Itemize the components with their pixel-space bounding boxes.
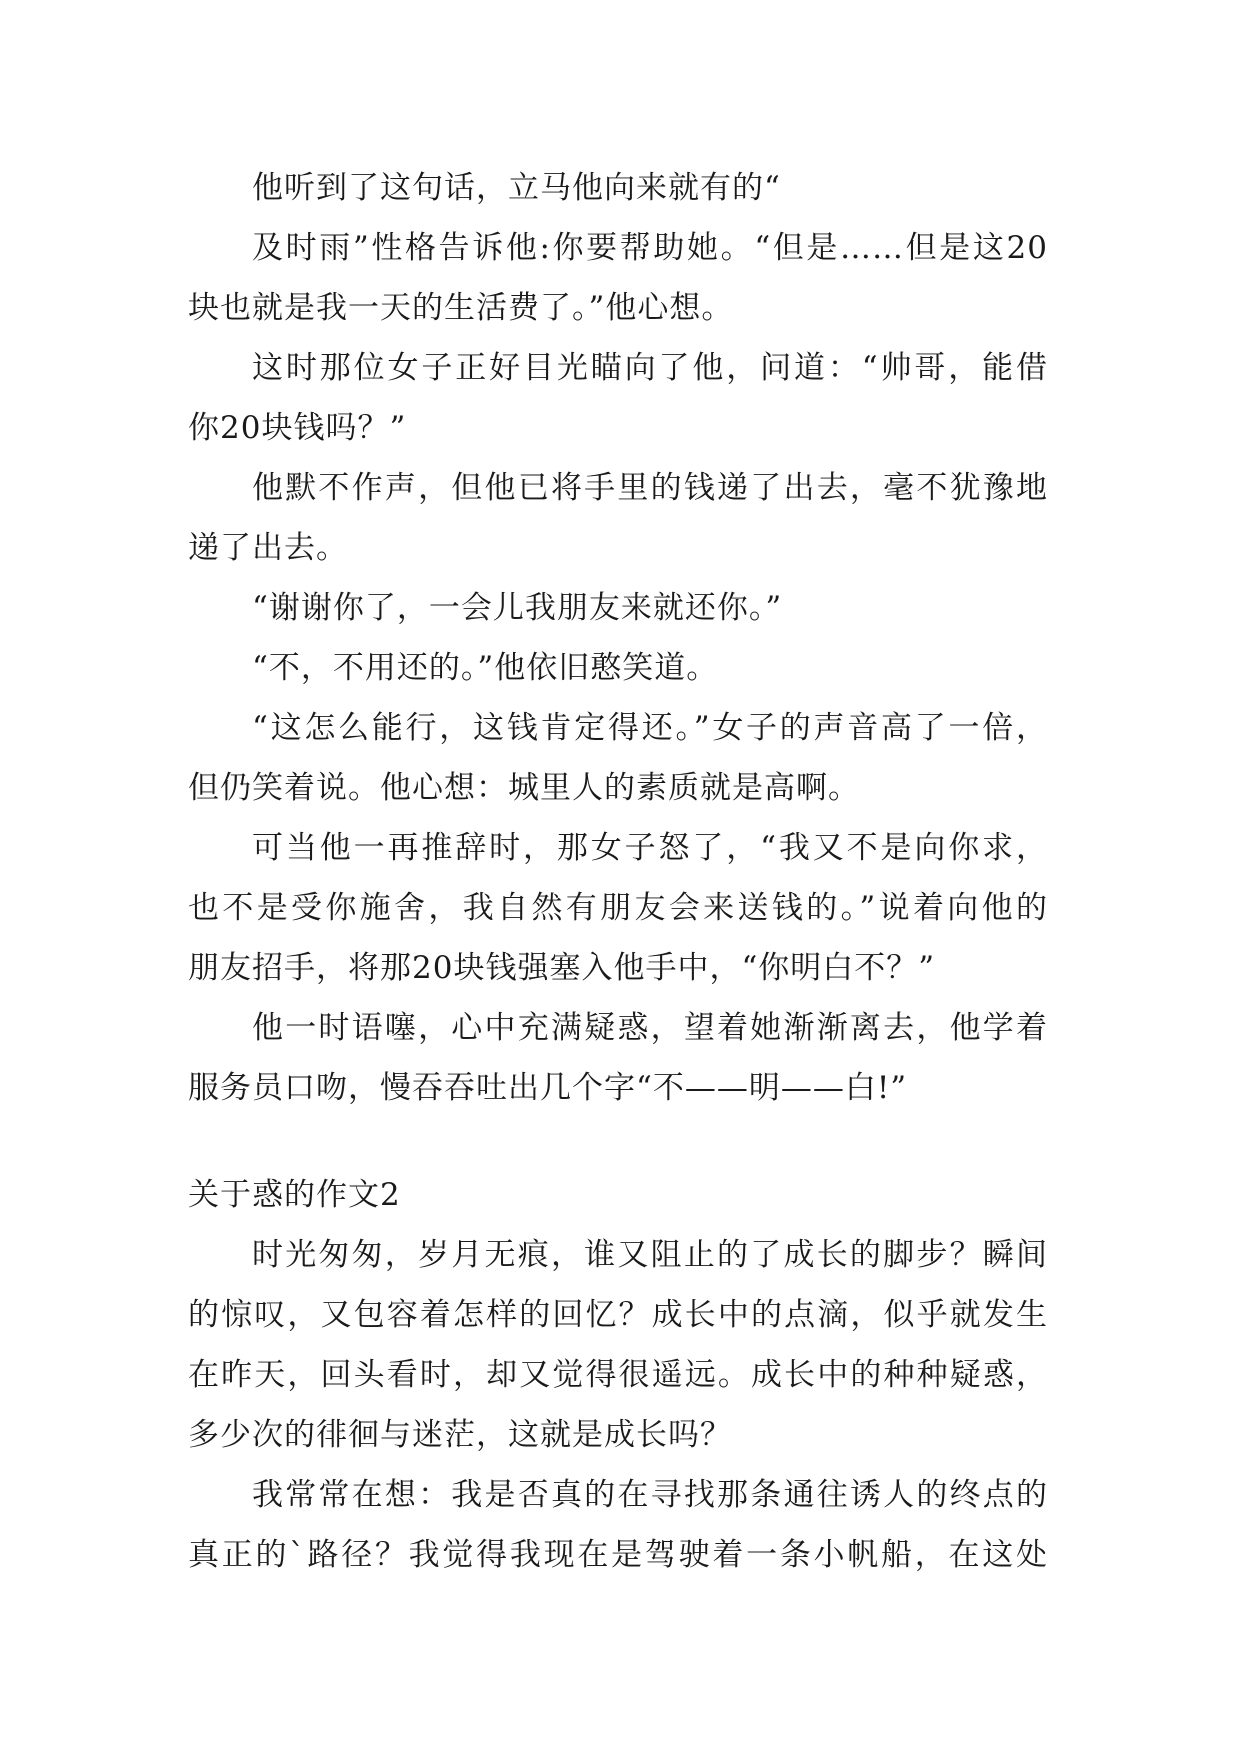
paragraph-line: “不，不用还的。”他依旧憨笑道。	[252, 650, 719, 686]
paragraph-line: 也不是受你施舍，我自然有朋友会来送钱的。”说着向他的	[188, 890, 1048, 926]
paragraph-line: 他一时语噻，心中充满疑惑，望着她渐渐离去，他学着	[252, 1010, 1048, 1046]
paragraph-line: 块也就是我一天的生活费了。”他心想。	[188, 290, 734, 326]
paragraph-line: 在昨天，回头看时，却又觉得很遥远。成长中的种种疑惑，	[188, 1357, 1048, 1393]
paragraph-line: 你20块钱吗？”	[188, 410, 407, 446]
paragraph-line: “谢谢你了，一会儿我朋友来就还你。”	[252, 590, 783, 626]
paragraph-line: 真正的`路径？我觉得我现在是驾驶着一条小帆船，在这处	[188, 1537, 1048, 1573]
paragraph-line: “这怎么能行，这钱肯定得还。”女子的声音高了一倍，	[252, 710, 1048, 746]
paragraph-line: 多少次的徘徊与迷茫，这就是成长吗？	[188, 1417, 732, 1453]
paragraph-line: 他听到了这句话，立马他向来就有的“	[252, 170, 781, 206]
paragraph-line: 可当他一再推辞时，那女子怒了，“我又不是向你求，	[252, 830, 1048, 866]
paragraph-line: 他默不作声，但他已将手里的钱递了出去，毫不犹豫地	[252, 470, 1048, 506]
paragraph-line: 的惊叹，又包容着怎样的回忆？成长中的点滴，似乎就发生	[188, 1297, 1048, 1333]
paragraph-line: 我常常在想：我是否真的在寻找那条通往诱人的终点的	[252, 1477, 1048, 1513]
document-page	[188, 158, 1048, 1585]
paragraph-line: 朋友招手，将那20块钱强塞入他手中，“你明白不？”	[188, 950, 936, 986]
section-heading: 关于惑的作文2	[188, 1177, 401, 1213]
section-gap	[188, 1118, 1048, 1165]
paragraph-line: 及时雨”性格告诉他:你要帮助她。“但是……但是这20	[252, 230, 1048, 266]
paragraph-line: 这时那位女子正好目光瞄向了他，问道：“帅哥，能借	[252, 350, 1048, 386]
paragraph-line: 但仍笑着说。他心想：城里人的素质就是高啊。	[188, 770, 860, 806]
paragraph-line: 时光匆匆，岁月无痕，谁又阻止的了成长的脚步？瞬间	[252, 1237, 1048, 1273]
paragraph-line: 递了出去。	[188, 530, 348, 566]
paragraph-line: 服务员口吻，慢吞吞吐出几个字“不——明——白!”	[188, 1070, 908, 1106]
